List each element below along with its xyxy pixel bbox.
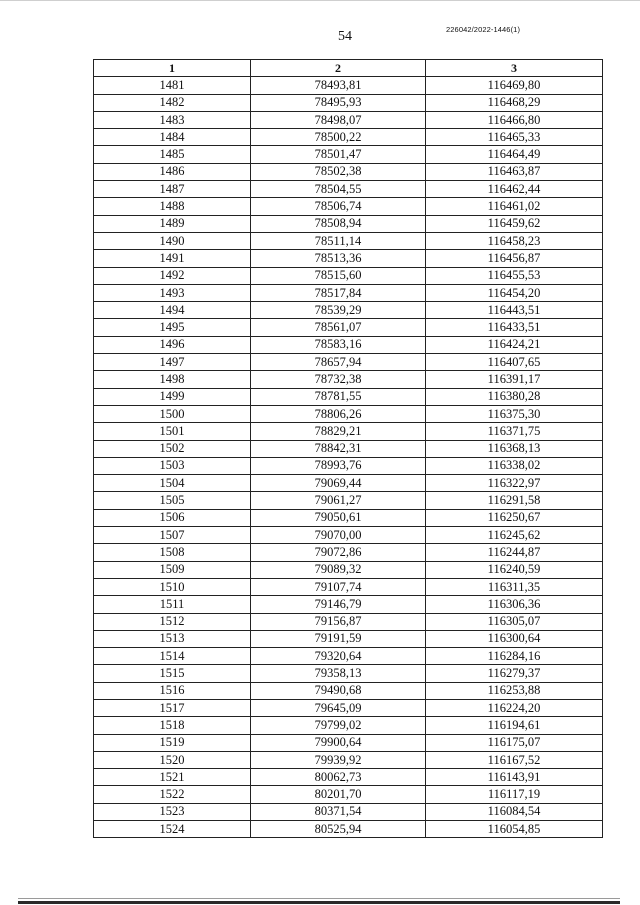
x-coordinate-cell: 78515,60 (251, 267, 426, 284)
y-coordinate-cell: 116469,80 (426, 77, 603, 94)
table-row (94, 423, 603, 440)
y-coordinate-cell: 116407,65 (426, 354, 603, 371)
point-number-cell: 1495 (94, 319, 251, 336)
table-row (94, 509, 603, 526)
point-number-cell: 1522 (94, 786, 251, 803)
x-coordinate-cell: 78993,76 (251, 457, 426, 474)
column-header-3: 3 (426, 60, 603, 77)
table-row (94, 94, 603, 111)
x-coordinate-cell: 79070,00 (251, 527, 426, 544)
x-coordinate-cell: 78657,94 (251, 354, 426, 371)
point-number-cell: 1510 (94, 578, 251, 595)
table-row (94, 371, 603, 388)
x-coordinate-cell: 80062,73 (251, 769, 426, 786)
x-coordinate-cell: 80371,54 (251, 803, 426, 820)
point-number-cell: 1502 (94, 440, 251, 457)
y-coordinate-cell: 116371,75 (426, 423, 603, 440)
table-row (94, 613, 603, 630)
table-row (94, 527, 603, 544)
y-coordinate-cell: 116338,02 (426, 457, 603, 474)
column-header-1: 1 (94, 60, 251, 77)
y-coordinate-cell: 116240,59 (426, 561, 603, 578)
y-coordinate-cell: 116250,67 (426, 509, 603, 526)
table-row (94, 544, 603, 561)
table-row (94, 682, 603, 699)
point-number-cell: 1490 (94, 232, 251, 249)
point-number-cell: 1493 (94, 284, 251, 301)
y-coordinate-cell: 116054,85 (426, 821, 603, 838)
x-coordinate-cell: 79107,74 (251, 578, 426, 595)
table-row (94, 163, 603, 180)
point-number-cell: 1497 (94, 354, 251, 371)
table-row (94, 250, 603, 267)
point-number-cell: 1511 (94, 596, 251, 613)
y-coordinate-cell: 116458,23 (426, 232, 603, 249)
point-number-cell: 1508 (94, 544, 251, 561)
y-coordinate-cell: 116391,17 (426, 371, 603, 388)
y-coordinate-cell: 116224,20 (426, 699, 603, 716)
footer-thin-rule (18, 898, 620, 899)
point-number-cell: 1513 (94, 630, 251, 647)
y-coordinate-cell: 116300,64 (426, 630, 603, 647)
table-row (94, 596, 603, 613)
point-number-cell: 1520 (94, 751, 251, 768)
point-number-cell: 1487 (94, 181, 251, 198)
table-row (94, 803, 603, 820)
x-coordinate-cell: 79320,64 (251, 648, 426, 665)
table-row (94, 215, 603, 232)
y-coordinate-cell: 116279,37 (426, 665, 603, 682)
point-number-cell: 1500 (94, 405, 251, 422)
x-coordinate-cell: 78502,38 (251, 163, 426, 180)
point-number-cell: 1519 (94, 734, 251, 751)
y-coordinate-cell: 116463,87 (426, 163, 603, 180)
x-coordinate-cell: 78781,55 (251, 388, 426, 405)
x-coordinate-cell: 78539,29 (251, 302, 426, 319)
table-row (94, 146, 603, 163)
x-coordinate-cell: 79358,13 (251, 665, 426, 682)
x-coordinate-cell: 79645,09 (251, 699, 426, 716)
point-number-cell: 1492 (94, 267, 251, 284)
y-coordinate-cell: 116143,91 (426, 769, 603, 786)
point-number-cell: 1499 (94, 388, 251, 405)
point-number-cell: 1486 (94, 163, 251, 180)
table-row (94, 129, 603, 146)
x-coordinate-cell: 78829,21 (251, 423, 426, 440)
x-coordinate-cell: 78842,31 (251, 440, 426, 457)
table-row (94, 354, 603, 371)
table-row (94, 630, 603, 647)
y-coordinate-cell: 116084,54 (426, 803, 603, 820)
table-row (94, 336, 603, 353)
y-coordinate-cell: 116175,07 (426, 734, 603, 751)
document-code: 226042/2022-1446(1) (446, 25, 521, 34)
x-coordinate-cell: 78493,81 (251, 77, 426, 94)
y-coordinate-cell: 116253,88 (426, 682, 603, 699)
x-coordinate-cell: 78495,93 (251, 94, 426, 111)
table-row (94, 284, 603, 301)
point-number-cell: 1516 (94, 682, 251, 699)
x-coordinate-cell: 79900,64 (251, 734, 426, 751)
point-number-cell: 1496 (94, 336, 251, 353)
table-row (94, 388, 603, 405)
table-row (94, 751, 603, 768)
column-header-2: 2 (251, 60, 426, 77)
table-header-row (94, 60, 603, 77)
point-number-cell: 1504 (94, 475, 251, 492)
table-row (94, 561, 603, 578)
x-coordinate-cell: 78513,36 (251, 250, 426, 267)
x-coordinate-cell: 78511,14 (251, 232, 426, 249)
table-row (94, 77, 603, 94)
y-coordinate-cell: 116456,87 (426, 250, 603, 267)
y-coordinate-cell: 116380,28 (426, 388, 603, 405)
table-row (94, 717, 603, 734)
page-number: 54 (338, 29, 352, 44)
y-coordinate-cell: 116284,16 (426, 648, 603, 665)
x-coordinate-cell: 79939,92 (251, 751, 426, 768)
x-coordinate-cell: 79191,59 (251, 630, 426, 647)
point-number-cell: 1503 (94, 457, 251, 474)
table-row (94, 578, 603, 595)
table-row (94, 232, 603, 249)
table-row (94, 405, 603, 422)
table-row (94, 181, 603, 198)
point-number-cell: 1517 (94, 699, 251, 716)
x-coordinate-cell: 78498,07 (251, 111, 426, 128)
y-coordinate-cell: 116455,53 (426, 267, 603, 284)
point-number-cell: 1512 (94, 613, 251, 630)
table-row (94, 457, 603, 474)
x-coordinate-cell: 79061,27 (251, 492, 426, 509)
y-coordinate-cell: 116433,51 (426, 319, 603, 336)
point-number-cell: 1482 (94, 94, 251, 111)
point-number-cell: 1506 (94, 509, 251, 526)
table-row (94, 821, 603, 838)
point-number-cell: 1524 (94, 821, 251, 838)
y-coordinate-cell: 116245,62 (426, 527, 603, 544)
x-coordinate-cell: 79072,86 (251, 544, 426, 561)
point-number-cell: 1523 (94, 803, 251, 820)
y-coordinate-cell: 116306,36 (426, 596, 603, 613)
x-coordinate-cell: 79799,02 (251, 717, 426, 734)
y-coordinate-cell: 116291,58 (426, 492, 603, 509)
table-row (94, 734, 603, 751)
x-coordinate-cell: 78504,55 (251, 181, 426, 198)
x-coordinate-cell: 78506,74 (251, 198, 426, 215)
x-coordinate-cell: 78583,16 (251, 336, 426, 353)
point-number-cell: 1484 (94, 129, 251, 146)
x-coordinate-cell: 78501,47 (251, 146, 426, 163)
y-coordinate-cell: 116375,30 (426, 405, 603, 422)
table-row (94, 111, 603, 128)
point-number-cell: 1488 (94, 198, 251, 215)
y-coordinate-cell: 116167,52 (426, 751, 603, 768)
table-row (94, 319, 603, 336)
x-coordinate-cell: 79069,44 (251, 475, 426, 492)
y-coordinate-cell: 116454,20 (426, 284, 603, 301)
x-coordinate-cell: 79490,68 (251, 682, 426, 699)
y-coordinate-cell: 116459,62 (426, 215, 603, 232)
x-coordinate-cell: 78732,38 (251, 371, 426, 388)
point-number-cell: 1489 (94, 215, 251, 232)
table-row (94, 492, 603, 509)
point-number-cell: 1494 (94, 302, 251, 319)
x-coordinate-cell: 79146,79 (251, 596, 426, 613)
point-number-cell: 1481 (94, 77, 251, 94)
point-number-cell: 1501 (94, 423, 251, 440)
table-row (94, 440, 603, 457)
point-number-cell: 1518 (94, 717, 251, 734)
y-coordinate-cell: 116194,61 (426, 717, 603, 734)
y-coordinate-cell: 116466,80 (426, 111, 603, 128)
point-number-cell: 1514 (94, 648, 251, 665)
table-row (94, 267, 603, 284)
y-coordinate-cell: 116468,29 (426, 94, 603, 111)
x-coordinate-cell: 78561,07 (251, 319, 426, 336)
table-row (94, 665, 603, 682)
point-number-cell: 1515 (94, 665, 251, 682)
table-row (94, 475, 603, 492)
table-row (94, 786, 603, 803)
table-row (94, 302, 603, 319)
table-row (94, 198, 603, 215)
point-number-cell: 1505 (94, 492, 251, 509)
y-coordinate-cell: 116424,21 (426, 336, 603, 353)
x-coordinate-cell: 80525,94 (251, 821, 426, 838)
point-number-cell: 1507 (94, 527, 251, 544)
y-coordinate-cell: 116311,35 (426, 578, 603, 595)
table-row (94, 769, 603, 786)
table-row (94, 648, 603, 665)
x-coordinate-cell: 79156,87 (251, 613, 426, 630)
y-coordinate-cell: 116461,02 (426, 198, 603, 215)
point-number-cell: 1491 (94, 250, 251, 267)
y-coordinate-cell: 116117,19 (426, 786, 603, 803)
y-coordinate-cell: 116322,97 (426, 475, 603, 492)
y-coordinate-cell: 116464,49 (426, 146, 603, 163)
x-coordinate-cell: 79089,32 (251, 561, 426, 578)
y-coordinate-cell: 116462,44 (426, 181, 603, 198)
point-number-cell: 1483 (94, 111, 251, 128)
point-number-cell: 1521 (94, 769, 251, 786)
x-coordinate-cell: 78517,84 (251, 284, 426, 301)
y-coordinate-cell: 116465,33 (426, 129, 603, 146)
point-number-cell: 1509 (94, 561, 251, 578)
table-row (94, 699, 603, 716)
x-coordinate-cell: 78806,26 (251, 405, 426, 422)
top-edge-rule (0, 0, 640, 1)
point-number-cell: 1485 (94, 146, 251, 163)
y-coordinate-cell: 116443,51 (426, 302, 603, 319)
footer-rule (18, 901, 620, 904)
y-coordinate-cell: 116368,13 (426, 440, 603, 457)
y-coordinate-cell: 116305,07 (426, 613, 603, 630)
point-number-cell: 1498 (94, 371, 251, 388)
y-coordinate-cell: 116244,87 (426, 544, 603, 561)
coordinates-table (93, 59, 603, 838)
x-coordinate-cell: 78500,22 (251, 129, 426, 146)
x-coordinate-cell: 80201,70 (251, 786, 426, 803)
x-coordinate-cell: 78508,94 (251, 215, 426, 232)
x-coordinate-cell: 79050,61 (251, 509, 426, 526)
